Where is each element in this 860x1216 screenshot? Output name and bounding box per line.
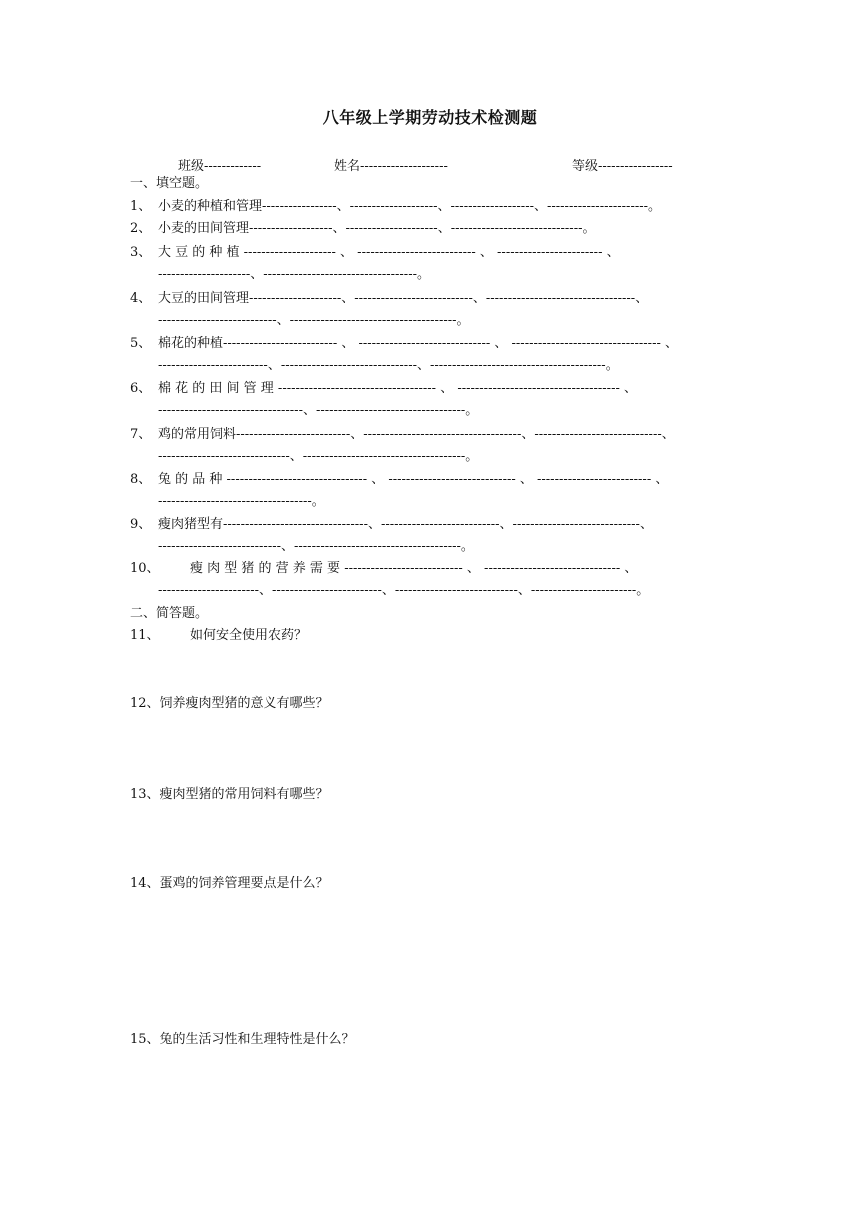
item-number: 4、 <box>130 291 152 306</box>
question-text: 12、饲养瘦肉型猪的意义有哪些？ <box>130 696 329 711</box>
fill-line-continued: ---------------------、-----------------------------------。 <box>158 267 430 282</box>
fill-line: 鸡的常用饲料--------------------------、------------------------------------、-----------------------------、 <box>158 427 675 442</box>
question-text: 13、瘦肉型猪的常用饲料有哪些？ <box>130 787 329 802</box>
fill-line: 大 豆 的 种 植 --------------------- 、 --------------------------- 、 ------------------------ 、 <box>158 245 620 260</box>
fill-line-continued: -----------------------、-------------------------、----------------------------、------------------------。 <box>158 583 650 598</box>
fill-line: 大豆的田间管理---------------------、---------------------------、----------------------------------、 <box>158 291 649 306</box>
question-text: 15、兔的生活习性和生理特性是什么？ <box>130 1032 355 1047</box>
item-number: 5、 <box>130 336 152 351</box>
item-number: 10、 <box>130 561 160 576</box>
section2-heading: 二、简答题。 <box>130 606 209 621</box>
class-field: 班级------------- <box>178 159 262 174</box>
item-number: 1、 <box>130 199 152 214</box>
fill-line-continued: ---------------------------、--------------------------------------。 <box>158 313 470 328</box>
fill-line-continued: -----------------------------------。 <box>158 494 325 509</box>
item-number: 3、 <box>130 245 152 260</box>
fill-line: 小麦的田间管理-------------------、---------------------、------------------------------。 <box>158 221 596 236</box>
page-title: 八年级上学期劳动技术检测题 <box>322 108 538 127</box>
item-number: 9、 <box>130 517 152 532</box>
question-number: 11、 <box>130 628 160 643</box>
fill-line-continued: ---------------------------------、----------------------------------。 <box>158 403 479 418</box>
fill-line: 瘦 肉 型 猪 的 营 养 需 要 --------------------------- 、 ------------------------------- 、 <box>190 561 638 576</box>
item-number: 8、 <box>130 472 152 487</box>
fill-line-continued: ------------------------------、-------------------------------------。 <box>158 449 479 464</box>
item-number: 7、 <box>130 427 152 442</box>
fill-line-continued: ----------------------------、--------------------------------------。 <box>158 539 474 554</box>
question-text: 14、蛋鸡的饲养管理要点是什么？ <box>130 876 329 891</box>
item-number: 6、 <box>130 381 152 396</box>
item-number: 2、 <box>130 221 152 236</box>
section1-heading: 一、填空题。 <box>130 176 209 191</box>
fill-line: 小麦的种植和管理-----------------、--------------------、-------------------、-----------------------。 <box>158 199 662 214</box>
fill-line: 兔 的 品 种 -------------------------------- 、 ----------------------------- 、 -------------------------- 、 <box>158 472 669 487</box>
fill-line-continued: -------------------------、-------------------------------、----------------------------------------。 <box>158 358 619 373</box>
grade-field: 等级----------------- <box>572 159 673 174</box>
fill-line: 瘦肉猪型有---------------------------------、---------------------------、-----------------------------、 <box>158 517 653 532</box>
fill-line: 棉 花 的 田 间 管 理 ------------------------------------ 、 ------------------------------------- 、 <box>158 381 637 396</box>
fill-line: 棉花的种植-------------------------- 、 ------------------------------ 、 ---------------------------------- 、 <box>158 336 678 351</box>
question-text: 如何安全使用农药？ <box>190 628 308 643</box>
name-field: 姓名-------------------- <box>334 159 448 174</box>
